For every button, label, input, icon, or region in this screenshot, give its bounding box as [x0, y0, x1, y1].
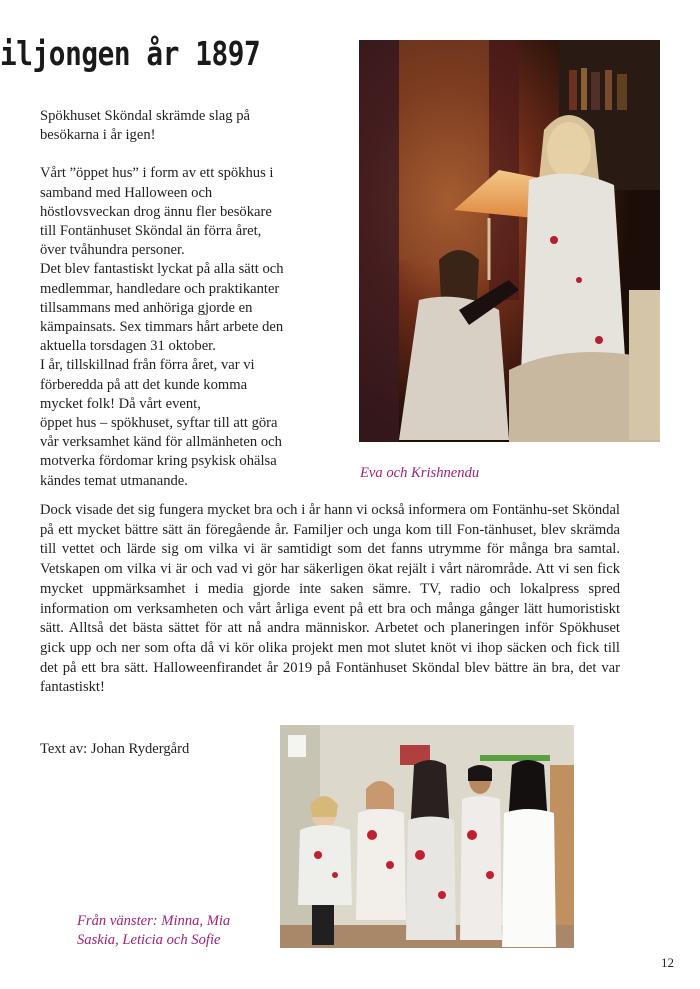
body-paragraph: Vårt ”öppet hus” i form av ett spökhus i samband med Halloween och höstlovsveckan drog ännu fler besökare till Fontänhuset Sköndal än förra året, över tvåhundra personer. Det blev fantastiskt lyckat på alla sätt och medlemmar, handledare och praktikanter tillsammans med anhöriga gjorde en kämpainsats. Sex timmars hårt arbete den aktuella torsdagen 31 oktober. I år, tillskillnad från förra året, var vi förberedda på att det kunde komma mycket folk! Då vårt event, öppet hus – spökhuset, syftar till att göra vår verksamhet känd för allmänheten och motverka fördomar kring psykisk ohälsa kändes temat utmanande. — [40, 165, 284, 489]
intro-paragraph: Spökhuset Sköndal skrämde slag på besökarna i år igen! — [40, 108, 250, 144]
photo-group — [280, 725, 574, 948]
page-number: 12 — [661, 955, 674, 970]
narrow-text-column — [40, 107, 358, 491]
photo-eva-krishnendu — [359, 40, 660, 442]
full-width-paragraph: Dock visade det sig fungera mycket bra och i år hann vi också informera om Fontänhu-set Sköndal på ett mycket bättre sätt än föregående år. Familjer och unga kom till Fon-tänhuset, blev skrämda till vettet och lärde sig om vilka vi är samtidigt som det fanns utrymme för många bra samtal. Vetskapen om vilka vi är och vad vi gör har säkerligen ökat rejält i vårt närområde. Att vi sen fick mycket uppmärksamhet i media gjorde inte saken sämre. TV, radio och lokalpress spred information om verksamheten och vårt årliga event på ett bra och många gånger lätt humoristiskt sätt. Alltså det bästa sättet för att nå andra människor. Arbetet och planeringen inför Spökhuset gick upp och ner som ofta då vi kör olika projekt men mot slutet knöt vi ihop säcken och fick till det på ett bra sätt. Halloweenfirandet år 2019 på Fontänhuset Sköndal blev bättre än bra, det var fantastiskt! — [40, 502, 620, 696]
photo-caption-top: Eva och Krishnendu — [360, 465, 480, 481]
author-byline: Text av: Johan Rydergård — [40, 741, 190, 757]
photo-caption-bottom: Från vänster: Minna, Mia Saskia, Leticia och Sofie — [77, 913, 231, 948]
photo-illustration — [359, 40, 660, 442]
group-photo-illustration — [280, 725, 574, 948]
paragraph-gap — [40, 145, 358, 164]
article-headline: iljongen år 1897 — [0, 34, 261, 73]
